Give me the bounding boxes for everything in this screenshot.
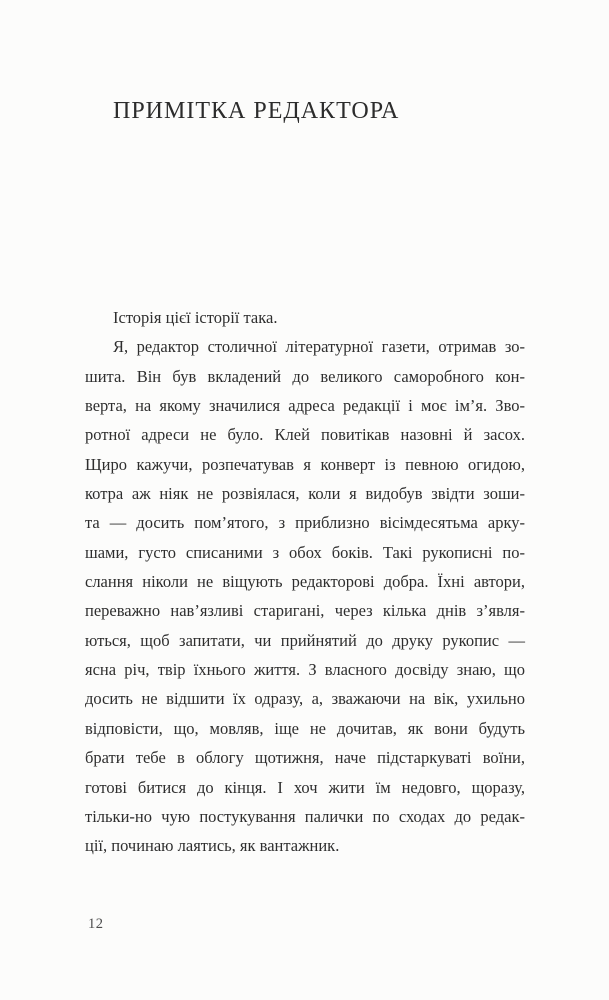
text-line: готові битися до кінця. І хоч жити їм недовго, щоразу, — [85, 777, 525, 797]
text-line: брати тебе в облогу щотижня, наче підстаркуваті воїни, — [85, 748, 525, 768]
text-line: ції, починаю лаятись, як вантажник. — [85, 836, 340, 856]
page-number: 12 — [88, 916, 104, 932]
text-line: Історія цієї історії така. — [113, 308, 278, 327]
text-line: шита. Він був вкладений до великого саморобного кон- — [85, 366, 525, 386]
body-text — [85, 303, 525, 861]
text-line: ротної адреси не було. Клей повитікав назовні й засох. — [85, 425, 525, 445]
paragraph — [85, 332, 525, 860]
paragraph — [85, 303, 525, 332]
text-line: верта, на якому значилися адреса редакції і моє ім’я. Зво- — [85, 396, 525, 416]
text-line: Я, редактор столичної літературної газети, отримав зо- — [113, 337, 525, 357]
text-line: слання ніколи не віщують редакторові добра. Їхні автори, — [85, 572, 525, 592]
text-line: котра аж ніяк не розвіялася, коли я видобув звідти зоши- — [85, 484, 525, 504]
text-line: досить не відшити їх одразу, а, зважаючи на вік, ухильно — [85, 689, 525, 709]
text-line: ясна річ, твір їхнього життя. З власного досвіду знаю, що — [85, 660, 525, 680]
text-line: ються, щоб запитати, чи прийнятий до друку рукопис — — [85, 630, 525, 650]
text-line: переважно нав’язливі старигані, через кілька днів з’явля- — [85, 601, 525, 621]
text-line: Щиро кажучи, розпечатував я конверт із певною огидою, — [85, 454, 525, 474]
text-line: відповісти, що, мовляв, іще не дочитав, як вони будуть — [85, 718, 525, 738]
text-line: та — досить пом’ятого, з приблизно вісімдесятьма арку- — [85, 513, 525, 533]
page-title: ПРИМІТКА РЕДАКТОРА — [113, 98, 400, 124]
text-line: тільки-но чую постукування палички по сходах до редак- — [85, 806, 525, 826]
text-line: шами, густо списаними з обох боків. Такі рукописні по- — [85, 542, 525, 562]
